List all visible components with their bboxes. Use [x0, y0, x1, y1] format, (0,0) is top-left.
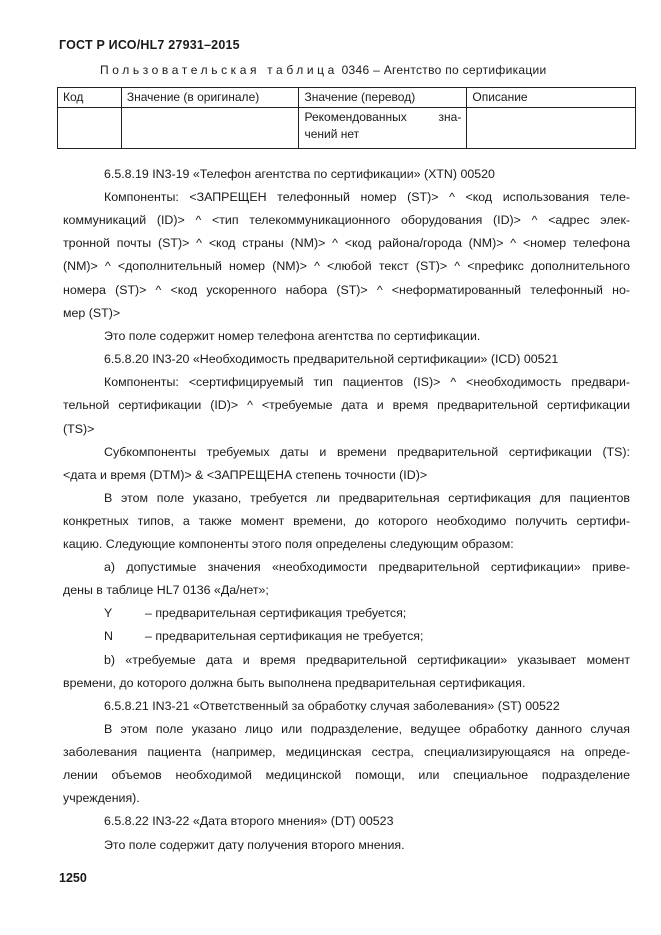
- body-line: а) допустимые значения «необходимости предварительной сертификации» приве-: [104, 560, 630, 574]
- body-line: времени, до которого должна быть выполнена предварительная сертификация.: [63, 676, 526, 690]
- body-line: лении объемов необходимой медицинской помощи, или специальное подразделение: [63, 768, 630, 782]
- section-heading: 6.5.8.21 IN3-21 «Ответственный за обработку случая заболевания» (ST) 00522: [104, 699, 560, 713]
- list-item-code: N: [104, 629, 113, 643]
- table-caption: [100, 63, 547, 77]
- body-line: (TS)>: [63, 422, 95, 436]
- col-header-original: Значение (в оригинале): [121, 88, 299, 108]
- body-line: Компоненты: <ЗАПРЕЩЕН телефонный номер (ST)> ^ <код использования теле-: [104, 190, 630, 204]
- cell-translation: [299, 108, 467, 149]
- cell-translation-word1: Рекомендованных: [304, 110, 407, 124]
- table-caption-title: 0346 – Агентство по сертификации: [341, 63, 547, 77]
- col-header-translation: Значение (перевод): [299, 88, 467, 108]
- body-line: b) «требуемые дата и время предварительной сертификации» указывает момент: [104, 653, 630, 667]
- body-line: (NM)> ^ <дополнительный номер (NM)> ^ <любой текст (ST)> ^ <префикс дополнительного: [63, 259, 630, 273]
- table-caption-label: Пользовательская таблица: [100, 63, 338, 77]
- table-row: [58, 108, 636, 149]
- col-header-description: Описание: [467, 88, 636, 108]
- section-heading: 6.5.8.20 IN3-20 «Необходимость предварительной сертификации» (ICD) 00521: [104, 352, 559, 366]
- page-number: 1250: [59, 871, 87, 885]
- body-line: номера (ST)> ^ <код ускоренного набора (ST)> ^ <неформатированный телефонный но-: [63, 283, 630, 297]
- cell-code: [58, 108, 122, 149]
- col-header-code: Код: [58, 88, 122, 108]
- list-item: [104, 605, 406, 622]
- cell-translation-line2: чений нет: [304, 127, 360, 141]
- table-header-row: [58, 88, 636, 108]
- body-line: тельной сертификации (ID)> ^ <требуемые дата и время предварительной сертификации: [63, 398, 630, 412]
- list-item-code: Y: [104, 606, 113, 620]
- body-line: учреждения).: [63, 791, 140, 805]
- body-line: дены в таблице HL7 0136 «Да/нет»;: [63, 583, 269, 597]
- body-line: заболевания пациента (например, медицинская сестра, специализирующаяся на опреде-: [63, 745, 630, 759]
- list-item-text: – предварительная сертификация требуется;: [145, 606, 407, 620]
- body-line: мер (ST)>: [63, 306, 121, 320]
- body-line: конкретных типов, а также момент времени, до которого необходимо получить сертифи-: [63, 514, 630, 528]
- cell-translation-word2: зна-: [438, 110, 462, 124]
- body-line: В этом поле указано лицо или подразделение, ведущее обработку данного случая: [104, 722, 630, 736]
- body-line: <дата и время (DTM)> & <ЗАПРЕЩЕНА степень точности (ID)>: [63, 468, 428, 482]
- body-line: Субкомпоненты требуемых даты и времени предварительной сертификации (TS):: [104, 445, 630, 459]
- body-line: Компоненты: <сертифицируемый тип пациентов (IS)> ^ <необходимость предвари-: [104, 375, 630, 389]
- body-line: Это поле содержит дату получения второго мнения.: [104, 838, 405, 852]
- body-line: коммуникаций (ID)> ^ <тип телекоммуникационного оборудования (ID)> ^ <адрес элек-: [63, 213, 630, 227]
- certification-agency-table: [57, 87, 636, 149]
- document-header: ГОСТ Р ИСО/HL7 27931–2015: [59, 38, 240, 52]
- list-item: [104, 628, 423, 645]
- section-heading: 6.5.8.22 IN3-22 «Дата второго мнения» (DT) 00523: [104, 814, 394, 828]
- cell-description: [467, 108, 636, 149]
- section-heading: 6.5.8.19 IN3-19 «Телефон агентства по сертификации» (XTN) 00520: [104, 167, 495, 181]
- cell-original: [121, 108, 299, 149]
- body-line: Это поле содержит номер телефона агентства по сертификации.: [104, 329, 481, 343]
- body-line: тронной почты (ST)> ^ <код страны (NM)> ^ <код района/города (NM)> ^ <номер телефона: [63, 236, 630, 250]
- list-item-text: – предварительная сертификация не требуется;: [145, 629, 424, 643]
- body-line: В этом поле указано, требуется ли предварительная сертификация для пациентов: [104, 491, 630, 505]
- body-line: кацию. Следующие компоненты этого поля определены следующим образом:: [63, 537, 514, 551]
